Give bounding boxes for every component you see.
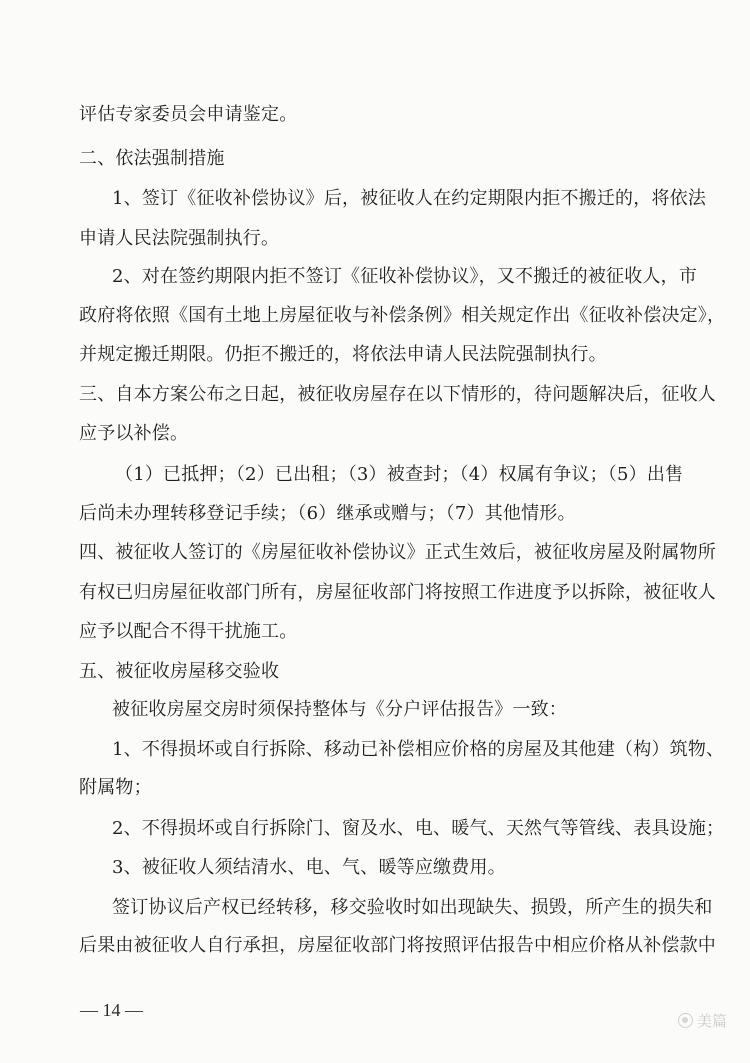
text-line: 并规定搬迁期限。仍拒不搬迁的，将依法申请人民法院强制执行。 [79,344,607,365]
text-line: 后果由被征收人自行承担，房屋征收部门将按照评估报告中相应价格从补偿款中 [79,935,716,956]
text-line: 申请人民法院强制执行。 [79,228,280,249]
page-number: — 14 — [80,1000,143,1020]
text-line: 政府将依照《国有土地上房屋征收与补偿条例》相关规定作出《征收补偿决定》， [79,305,726,326]
text-line: 签订协议后产权已经转移，移交验收时如出现缺失、损毁，所产生的损失和 [112,897,713,918]
text-line: 2、对在签约期限内拒不签订《征收补偿协议》，又不搬迁的被征收人，市 [112,266,698,287]
section-heading: 四、被征收人签订的《房屋征收补偿协议》正式生效后，被征收房屋及附属物所 [79,542,716,563]
text-line: 评估专家委员会申请鉴定。 [79,104,298,125]
section-heading: 三、自本方案公布之日起，被征收房屋存在以下情形的，待问题解决后，征收人 [79,384,716,405]
watermark-text: 美篇 [697,1012,728,1030]
text-line: 被征收房屋交房时须保持整体与《分户评估报告》一致： [112,699,567,720]
text-line: （1）已抵押；（2）已出租；（3）被查封；（4）权属有争议；（5）出售 [115,464,684,485]
text-line: 附属物； [79,777,152,798]
text-line: 1、不得损坏或自行拆除、移动已补偿相应价格的房屋及其他建（构）筑物、 [112,739,725,760]
text-line: 2、不得损坏或自行拆除门、窗及水、电、暖气、天然气等管线、表具设施； [112,818,725,839]
text-line: 1、签订《征收补偿协议》后，被征收人在约定期限内拒不搬迁的，将依法 [112,188,707,209]
text-line: 后尚未办理转移登记手续；（6）继承或赠与；（7）其他情形。 [79,503,576,524]
section-heading: 二、依法强制措施 [79,148,225,169]
text-line: 应予以配合不得干扰施工。 [79,621,298,642]
text-line: 应予以补偿。 [79,423,189,444]
section-heading: 五、被征收房屋移交验收 [79,661,280,682]
text-line: 有权已归房屋征收部门所有，房屋征收部门将按照工作进度予以拆除，被征收人 [79,582,716,603]
text-line: 3、被征收人须结清水、电、气、暖等应缴费用。 [112,857,506,878]
watermark [678,1010,727,1031]
meipian-logo-icon [678,1013,693,1028]
